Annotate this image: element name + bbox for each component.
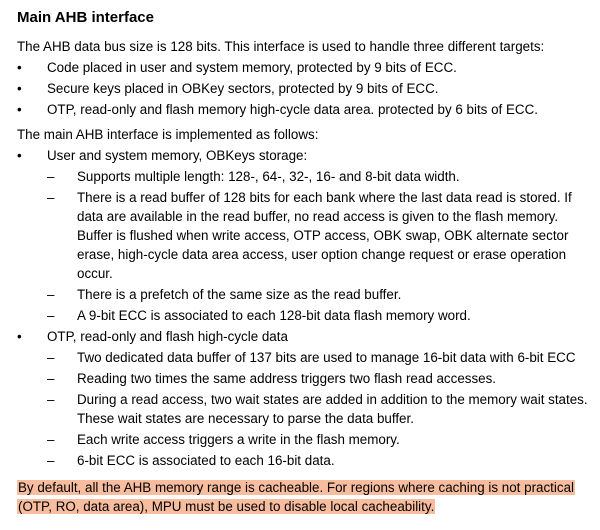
dash-icon: – bbox=[47, 392, 55, 407]
sub-item-text: There is a read buffer of 128 bits for each bank where the last data read is stored. If data are available in the read buffer, no read access is given to the flash memory. Buffer is flushed when write access, OTP access, OBK swap, OBK alternate sector erase, high-cycle data area access, user option change request or erase operation occur. bbox=[77, 190, 572, 281]
sub-item bbox=[17, 188, 592, 283]
implementation-intro: The main AHB interface is implemented as follows: bbox=[17, 127, 319, 142]
sub-item bbox=[17, 369, 592, 388]
dash-icon: – bbox=[47, 432, 55, 447]
dash-icon: – bbox=[47, 371, 55, 386]
dash-icon: – bbox=[47, 169, 55, 184]
sub-item bbox=[17, 430, 592, 449]
sub-item bbox=[17, 390, 592, 428]
document-page bbox=[17, 8, 592, 516]
target-item bbox=[17, 58, 592, 77]
group-label: User and system memory, OBKeys storage: bbox=[47, 148, 308, 163]
sub-item-text: Two dedicated data buffer of 137 bits are used to manage 16-bit data with 6-bit ECC bbox=[77, 350, 576, 365]
highlighted-note bbox=[17, 478, 592, 516]
target-text: Secure keys placed in OBKey sectors, protected by 9 bits of ECC. bbox=[47, 81, 439, 96]
dash-icon: – bbox=[47, 453, 55, 468]
sub-item bbox=[17, 348, 592, 367]
dash-icon: – bbox=[47, 190, 55, 205]
dash-icon: – bbox=[47, 287, 55, 302]
bullet-icon: • bbox=[17, 148, 22, 163]
intro-paragraph: The AHB data bus size is 128 bits. This interface is used to handle three different targets: bbox=[17, 39, 545, 54]
group-heading bbox=[17, 146, 592, 165]
sub-item-text: A 9-bit ECC is associated to each 128-bit data flash memory word. bbox=[77, 308, 471, 323]
sub-item bbox=[17, 285, 592, 304]
sub-item-text: Reading two times the same address triggers two flash read accesses. bbox=[77, 371, 497, 386]
section-title: Main AHB interface bbox=[17, 9, 154, 26]
group-label: OTP, read-only and flash high-cycle data bbox=[47, 329, 288, 344]
sub-item-text: There is a prefetch of the same size as the read buffer. bbox=[77, 287, 402, 302]
sub-item-text: 6-bit ECC is associated to each 16-bit data. bbox=[77, 453, 335, 468]
sub-item bbox=[17, 451, 592, 470]
bullet-icon: • bbox=[17, 60, 22, 75]
sub-item-text: Supports multiple length: 128-, 64-, 32-, 16- and 8-bit data width. bbox=[77, 169, 460, 184]
bullet-icon: • bbox=[17, 102, 22, 117]
bullet-icon: • bbox=[17, 81, 22, 96]
sub-item-text: During a read access, two wait states are added in addition to the memory wait states. These wait states are necessary to parse the data buffer. bbox=[77, 392, 588, 426]
note-text: By default, all the AHB memory range is cacheable. For regions where caching is not practical (OTP, RO, data area), MPU must be used to disable local cacheability. bbox=[18, 480, 574, 514]
target-text: Code placed in user and system memory, protected by 9 bits of ECC. bbox=[47, 60, 457, 75]
group-heading bbox=[17, 327, 592, 346]
dash-icon: – bbox=[47, 350, 55, 365]
target-item bbox=[17, 100, 592, 119]
bullet-icon: • bbox=[17, 329, 22, 344]
dash-icon: – bbox=[47, 308, 55, 323]
target-item bbox=[17, 79, 592, 98]
sub-item-text: Each write access triggers a write in the flash memory. bbox=[77, 432, 400, 447]
target-text: OTP, read-only and flash memory high-cycle data area. protected by 6 bits of ECC. bbox=[47, 102, 538, 117]
sub-item bbox=[17, 306, 592, 325]
sub-item bbox=[17, 167, 592, 186]
